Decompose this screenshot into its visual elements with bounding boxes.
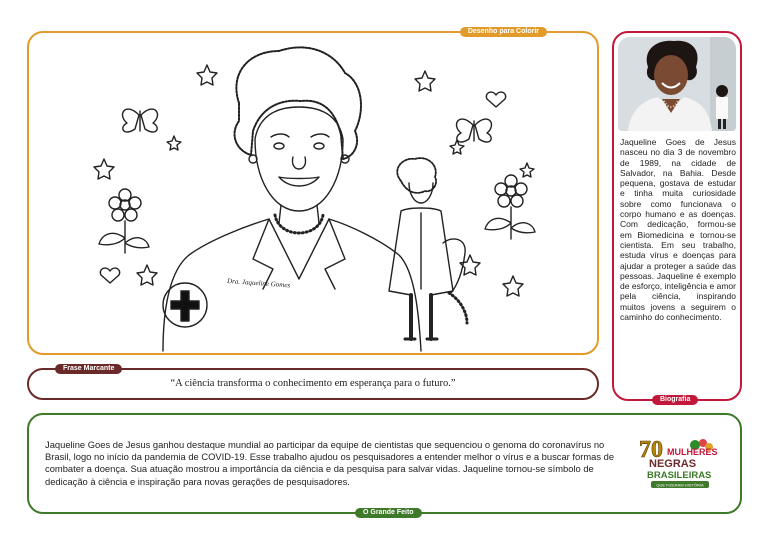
face [255,107,343,211]
smile [279,177,319,186]
quote-text: “A ciência transforma o conhecimento em esperança para o futuro.” [170,378,456,389]
portrait-photo [618,37,736,131]
star-icon [94,159,114,179]
heart-icon [486,92,505,107]
biography-panel [612,31,742,401]
flower-icon [99,189,149,253]
butterfly-icon [457,119,492,142]
quote-panel [27,365,599,400]
star-icon [520,163,534,177]
star-icon [137,265,157,285]
butterfly-icon [123,109,158,132]
pearl-necklace [275,215,323,233]
logo-number: 70 [639,437,663,463]
feat-tag: O Grande Feito [355,508,422,518]
hair [235,47,361,159]
coat-signature: Dra. Jaqueline Gomes [226,277,291,290]
star-icon [197,65,217,85]
star-icon [503,276,523,296]
coloring-tag: Desenho para Colorir [460,27,547,37]
logo-line2: NEGRAS [649,458,697,470]
doll-coat [389,208,453,295]
biography-tag: Biografia [652,395,698,405]
coloring-panel [27,28,599,355]
doll-hair [397,158,436,193]
series-logo [637,433,723,495]
lab-coat [163,219,421,351]
flower-icon [485,175,535,239]
logo-line3: BRASILEIRAS [647,470,712,481]
logo-line4: QUE FIZERAM HISTÓRIA [656,482,704,488]
biography-text: Jaqueline Goes de Jesus nasceu no dia 3 de novembro de 1989, na cidade de Salvador, na Bahia. Desde pequena, gostava de estudar e tinha muita curiosidade sobre como funcionava o corpo humano e as doenças. Com dedicação, formou-se em Biomedicina e tornou-se cientista. Em seu trabalho, estuda vírus e doenças para ajudar a proteger a saúde das pessoas. Jaqueline é exemplo de esforço, inteligência e amor pela ciência, inspirando muitos jovens a seguirem o caminho do conhecimento. [620,137,736,323]
star-icon [415,71,435,91]
quote-tag: Frase Marcante [55,364,122,374]
logo-line1: MULHERES [667,447,718,457]
feat-text: Jaqueline Goes de Jesus ganhou destaque mundial ao participar da equipe de cientistas que sequenciou o genoma do coronavírus no Brasil, logo no início da pandemia de COVID-19. Esse trabalho ajudou os pesquisadores a entender melhor o vírus e a buscar formas de combater a doença. Sua atuação mostrou a importância da ciência e da pesquisa para salvar vidas. Jaqueline tornou-se símbolo de dedicação à ciência e inspiração para novas gerações de pesquisadores. [45,439,615,487]
coloring-illustration[interactable] [29,33,596,352]
feat-panel [27,413,742,514]
star-icon [167,136,181,150]
heart-icon [100,268,119,283]
